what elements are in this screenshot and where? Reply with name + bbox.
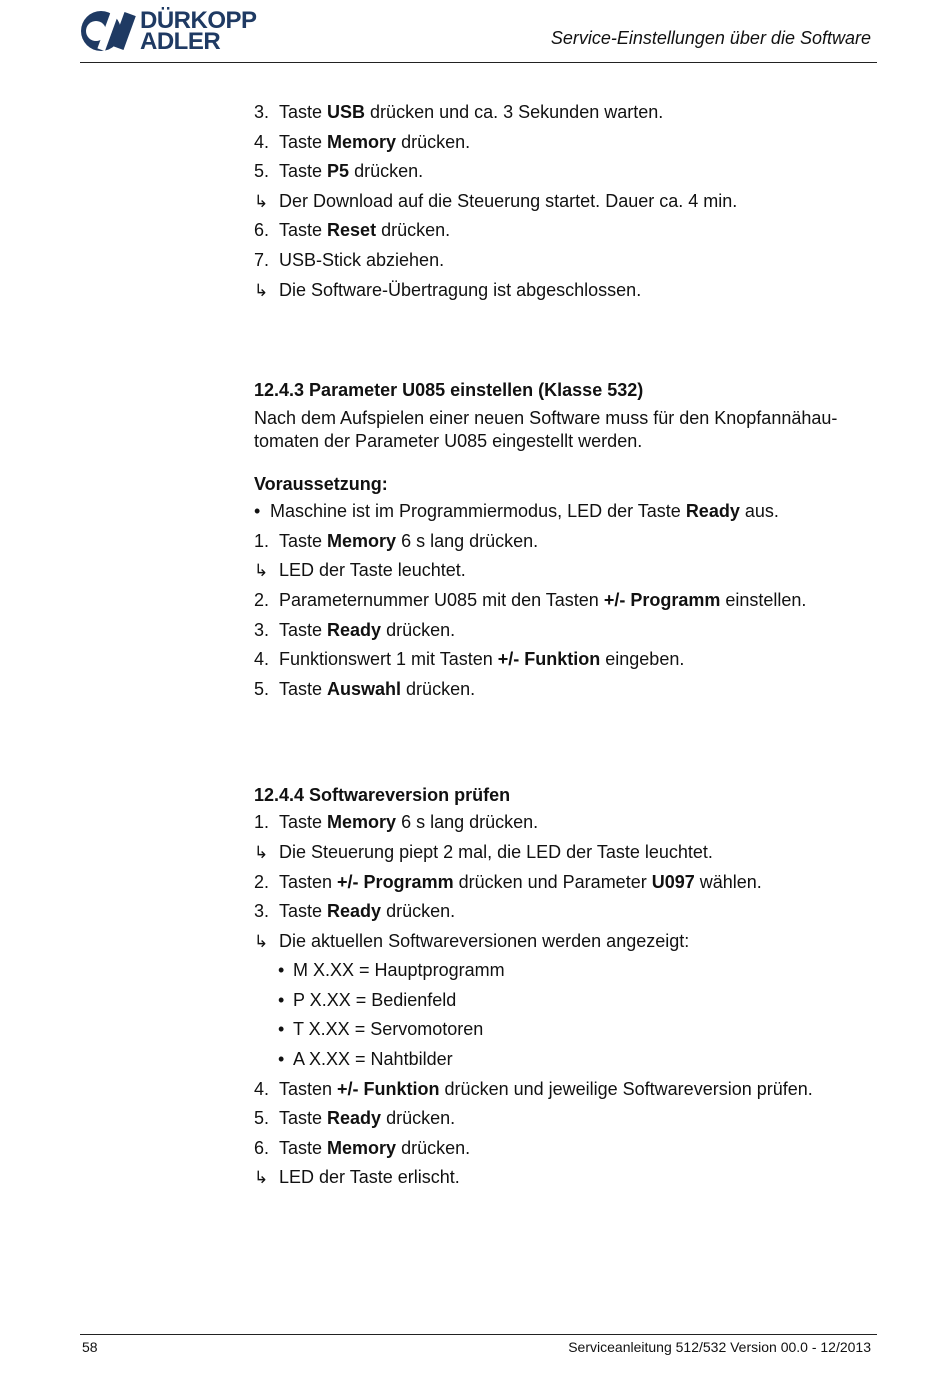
page-number: 58	[82, 1339, 98, 1355]
section-software-version	[254, 782, 884, 1193]
result-arrow-icon: ↳	[254, 561, 269, 581]
result-arrow-icon: ↳	[254, 1168, 269, 1188]
step-text: drücken.	[381, 619, 456, 640]
step-text: wählen.	[694, 871, 762, 892]
step-text: 6 s lang drücken.	[396, 812, 539, 833]
document-reference: Serviceanleitung 512/532 Version 00.0 - 12/2013	[568, 1339, 871, 1355]
list-item	[254, 1075, 884, 1105]
brand-logo	[80, 8, 270, 56]
result-text: Die aktuellen Softwareversionen werden angezeigt:	[279, 930, 690, 951]
step-number: 4.	[254, 131, 270, 152]
duerkopp-adler-logo-icon	[80, 8, 136, 54]
step-text: Taste	[279, 1108, 328, 1129]
list-item	[254, 586, 884, 616]
result-item	[254, 276, 884, 306]
list-item	[254, 897, 884, 927]
step-text: drücken.	[381, 1108, 456, 1129]
version-text: P X.XX = Bedienfeld	[293, 989, 457, 1010]
step-text: Taste	[279, 530, 328, 551]
chapter-title: Service-Einstellungen über die Software	[550, 28, 871, 48]
result-arrow-icon: ↳	[254, 191, 269, 211]
key-name: Auswahl	[327, 678, 402, 699]
parameter-name: U097	[651, 871, 695, 892]
step-text: Taste	[279, 220, 328, 241]
step-text: Taste	[279, 161, 328, 182]
list-item	[254, 527, 884, 557]
step-number: 2.	[254, 871, 270, 892]
key-name: Reset	[327, 220, 377, 241]
list-item	[254, 1134, 884, 1164]
bullet-icon: •	[278, 1019, 285, 1040]
result-item	[254, 556, 884, 586]
result-arrow-icon: ↳	[254, 280, 269, 300]
brand-wordmark	[140, 7, 257, 55]
key-name: Memory	[327, 812, 397, 833]
step-number: 2.	[254, 589, 270, 610]
result-text: Der Download auf die Steuerung startet. Dauer ca. 4 min.	[279, 190, 738, 211]
list-item	[254, 808, 884, 838]
step-number: 5.	[254, 1108, 270, 1129]
step-number: 4.	[254, 1078, 270, 1099]
version-text: A X.XX = Nahtbilder	[293, 1049, 453, 1070]
step-text: Tasten	[279, 871, 338, 892]
key-name: Ready	[327, 1108, 382, 1129]
step-text: eingeben.	[600, 649, 685, 670]
result-item	[254, 187, 884, 217]
version-text: M X.XX = Hauptprogramm	[293, 960, 505, 981]
step-text: aus.	[739, 501, 779, 522]
step-number: 5.	[254, 161, 270, 182]
step-text: drücken.	[349, 161, 424, 182]
step-text: Taste	[279, 619, 328, 640]
section-heading: 12.4.3 Parameter U085 einstellen (Klasse 532)	[254, 380, 644, 401]
step-text: drücken und ca. 3 Sekunden warten.	[365, 102, 664, 122]
list-item	[254, 616, 884, 646]
step-text: Parameternummer U085 mit den Tasten	[279, 589, 604, 610]
prerequisite-item	[254, 497, 884, 527]
step-text: Taste	[279, 102, 328, 122]
version-item	[278, 986, 884, 1016]
version-text: T X.XX = Servomotoren	[293, 1019, 484, 1040]
step-number: 6.	[254, 220, 270, 241]
list-item	[254, 645, 884, 675]
step-text: 6 s lang drücken.	[396, 530, 539, 551]
step-text: drücken.	[396, 1137, 471, 1158]
key-name: +/- Funktion	[497, 649, 601, 670]
step-text: drücken und Parameter	[453, 871, 652, 892]
result-text: Die Steuerung piept 2 mal, die LED der Taste leuchtet.	[279, 841, 713, 862]
list-item	[254, 675, 884, 705]
step-text: Taste	[279, 812, 328, 833]
bullet-icon: •	[278, 989, 285, 1010]
key-name: USB	[327, 102, 366, 122]
list-item	[254, 1104, 884, 1134]
step-number: 3.	[254, 619, 270, 640]
step-text: drücken.	[401, 678, 476, 699]
step-text: Taste	[279, 901, 328, 922]
step-number: 4.	[254, 649, 270, 670]
step-text: drücken und jeweilige Softwareversion prüfen.	[439, 1078, 813, 1099]
page-footer	[80, 1334, 877, 1355]
step-number: 5.	[254, 678, 270, 699]
step-text: einstellen.	[720, 589, 807, 610]
step-number: 3.	[254, 901, 270, 922]
key-name: Memory	[327, 1137, 397, 1158]
version-item	[278, 956, 884, 986]
prerequisite-label: Voraussetzung:	[254, 474, 388, 495]
brand-word-2: ADLER	[140, 28, 221, 55]
result-item	[254, 1163, 884, 1193]
section-heading: 12.4.4 Softwareversion prüfen	[254, 785, 511, 806]
step-text: drücken.	[396, 131, 471, 152]
key-name: Memory	[327, 530, 397, 551]
key-name: Ready	[327, 619, 382, 640]
result-arrow-icon: ↳	[254, 842, 269, 862]
list-item	[254, 246, 884, 276]
version-item	[278, 1015, 884, 1045]
step-number: 1.	[254, 812, 270, 833]
key-name: +/- Programm	[603, 589, 721, 610]
key-name: Memory	[327, 131, 397, 152]
step-text: Taste	[279, 1137, 328, 1158]
step-number: 6.	[254, 1137, 270, 1158]
list-item	[254, 157, 884, 187]
step-text: drücken.	[381, 901, 456, 922]
step-text: Taste	[279, 678, 328, 699]
result-text: Die Software-Übertragung ist abgeschlossen.	[279, 279, 642, 300]
key-name: Ready	[685, 501, 740, 522]
step-number: 7.	[254, 249, 270, 270]
list-item	[254, 128, 884, 158]
intro-paragraph	[254, 407, 884, 453]
key-name: +/- Funktion	[337, 1078, 440, 1099]
list-item	[254, 216, 884, 246]
key-name: +/- Programm	[337, 871, 454, 892]
bullet-icon: •	[278, 1049, 285, 1070]
key-name: Ready	[327, 901, 382, 922]
step-text: drücken.	[376, 220, 451, 241]
step-text: USB-Stick abziehen.	[279, 249, 445, 270]
result-arrow-icon: ↳	[254, 931, 269, 951]
bullet-icon: •	[278, 960, 285, 981]
brand-word-1: DÜRKOPP	[140, 7, 257, 34]
list-item	[254, 868, 884, 898]
result-text: LED der Taste leuchtet.	[279, 560, 466, 581]
step-number: 3.	[254, 102, 270, 122]
page-body	[254, 98, 884, 1193]
result-text: LED der Taste erlischt.	[279, 1167, 460, 1188]
step-text: Maschine ist im Programmiermodus, LED der Taste	[270, 501, 686, 522]
steps-top	[254, 98, 884, 305]
paragraph-line: Nach dem Aufspielen einer neuen Software muss für den Knopfannähau-	[254, 408, 838, 429]
step-number: 1.	[254, 530, 270, 551]
bullet-icon: •	[254, 501, 261, 522]
page-header	[80, 6, 877, 63]
step-text: Taste	[279, 131, 328, 152]
version-item	[278, 1045, 884, 1075]
step-text: Tasten	[279, 1078, 338, 1099]
list-item	[254, 98, 884, 128]
result-item	[254, 838, 884, 868]
section-parameter-u085	[254, 377, 884, 704]
paragraph-line: tomaten der Parameter U085 eingestellt werden.	[254, 431, 643, 452]
key-name: P5	[327, 161, 350, 182]
result-item	[254, 927, 884, 957]
step-text: Funktionswert 1 mit Tasten	[279, 649, 498, 670]
